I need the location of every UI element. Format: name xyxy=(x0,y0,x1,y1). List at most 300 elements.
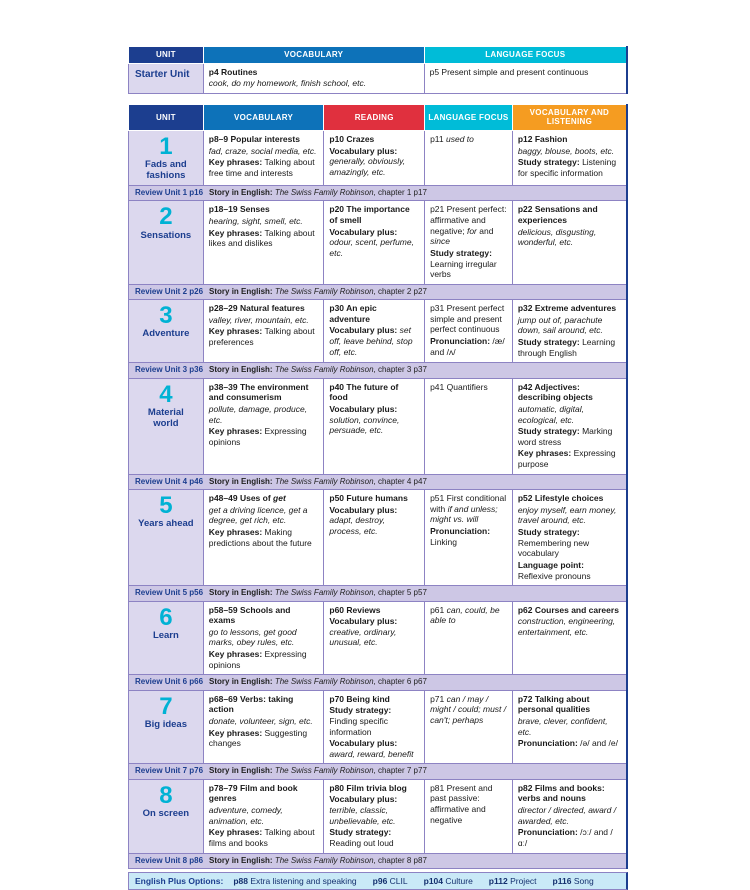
unit-row-7 xyxy=(129,690,628,764)
vocabulary-and-listening-cell xyxy=(512,300,627,363)
unit-name: Big ideas xyxy=(144,718,187,730)
text-line xyxy=(518,493,621,504)
review-row xyxy=(129,853,628,868)
text-line xyxy=(329,204,419,225)
text-run: p32 Extreme adventures xyxy=(517,303,617,314)
language-focus-cell xyxy=(425,779,513,853)
text-line xyxy=(329,794,419,826)
text-line xyxy=(430,336,507,357)
text-run: Story in English: xyxy=(209,588,275,598)
text-line xyxy=(329,505,419,537)
text-line xyxy=(209,505,319,526)
text-run: Key phrases: xyxy=(517,448,574,459)
text-run: Pronunciation: xyxy=(517,738,581,749)
reading-cell xyxy=(324,490,425,586)
text-run: adapt, destroy, process, etc. xyxy=(329,515,385,536)
text-line xyxy=(518,827,621,848)
text-run: Vocabulary plus: xyxy=(329,738,398,749)
text-run: The Swiss Family Robinson xyxy=(274,286,374,296)
text-line xyxy=(209,204,319,215)
starter-table-body xyxy=(129,63,628,93)
review-story xyxy=(209,477,427,486)
text-run: Story in English: xyxy=(209,766,275,776)
english-plus-option xyxy=(553,876,594,886)
text-run: , chapter 3 p37 xyxy=(373,365,427,375)
text-run: get a driving licence, get a degree, get rich, etc. xyxy=(208,504,308,526)
text-run: p8–9 Popular interests xyxy=(208,134,300,145)
text-run: Marking word stress xyxy=(517,426,613,447)
review-label: Review Unit 2 p26 xyxy=(135,286,204,296)
text-line xyxy=(518,783,621,804)
review-label: Review Unit 7 p76 xyxy=(135,766,204,776)
text-line xyxy=(209,716,319,727)
reading-cell xyxy=(324,131,425,186)
text-line xyxy=(430,526,507,547)
text-run: p61 xyxy=(430,604,447,615)
text-line xyxy=(518,146,621,157)
text-run: Remembering new vocabulary xyxy=(517,537,590,559)
text-run: set off, leave behind, stop off, etc. xyxy=(329,325,413,357)
review-row xyxy=(129,586,628,601)
option-label: Extra listening and speaking xyxy=(250,875,357,886)
review-story xyxy=(209,856,427,865)
text-run: Key phrases: xyxy=(208,649,265,660)
unit-cell xyxy=(129,690,204,764)
vocabulary-and-listening-cell xyxy=(512,201,627,284)
english-plus-options-bar xyxy=(128,872,628,890)
text-run: The Swiss Family Robinson xyxy=(274,476,374,486)
text-run: p40 The future of food xyxy=(329,381,399,403)
text-run: , chapter 1 p17 xyxy=(373,188,427,198)
reading-cell xyxy=(324,201,425,284)
review-story xyxy=(209,677,427,686)
review-story xyxy=(209,188,427,197)
review-row xyxy=(129,363,628,378)
text-run: p50 Future humans xyxy=(329,493,408,504)
text-run: cook, do my homework, finish school, etc. xyxy=(208,78,367,89)
text-run: p80 Film trivia blog xyxy=(329,782,407,793)
starter-unit-label: Starter Unit xyxy=(135,68,190,80)
unit-number: 3 xyxy=(159,302,173,330)
unit-cell xyxy=(129,378,204,474)
option-page-number: p112 xyxy=(488,875,511,886)
text-run: Study strategy: xyxy=(517,337,583,348)
text-line xyxy=(209,382,319,403)
review-story xyxy=(209,365,427,374)
text-line xyxy=(209,627,319,648)
unit-number: 6 xyxy=(159,603,173,631)
unit-cell xyxy=(129,490,204,586)
text-run: p4 Routines xyxy=(208,66,258,77)
text-run: The Swiss Family Robinson xyxy=(274,766,374,776)
text-run: creative, ordinary, unusual, etc. xyxy=(329,626,397,648)
review-label: Review Unit 8 p86 xyxy=(135,855,204,865)
text-run: solution, convince, persuade, etc. xyxy=(329,414,400,436)
unit-number: 1 xyxy=(159,133,173,161)
text-run: p30 An epic adventure xyxy=(329,303,377,324)
text-run: Story in English: xyxy=(209,188,275,198)
english-plus-option xyxy=(424,876,473,886)
text-run: Language point: xyxy=(517,559,584,570)
vocabulary-and-listening-cell xyxy=(512,779,627,853)
text-line xyxy=(518,315,621,336)
text-run: , chapter 7 p77 xyxy=(373,766,427,776)
vocabulary-and-listening-cell xyxy=(512,378,627,474)
text-run: , chapter 4 p47 xyxy=(373,476,427,486)
vocabulary-and-listening-cell xyxy=(512,690,627,764)
column-header-vocabulary: VOCABULARY xyxy=(203,104,324,130)
text-run: generally, obviously, amazingly, etc. xyxy=(329,156,406,177)
text-run: valley, river, mountain, etc. xyxy=(208,314,309,325)
review-label: Review Unit 4 p46 xyxy=(135,476,204,486)
language-focus-cell xyxy=(425,490,513,586)
text-run: Story in English: xyxy=(209,855,275,865)
review-row xyxy=(129,675,628,690)
text-run: The Swiss Family Robinson xyxy=(274,588,374,598)
review-cell xyxy=(129,363,628,378)
text-run: Vocabulary plus: xyxy=(329,504,398,515)
text-line xyxy=(209,493,319,504)
text-run: terrible, classic, unbelievable, etc. xyxy=(329,805,396,826)
text-run: Learning through English xyxy=(517,337,616,358)
text-run: director / directed, award / awarded, etc. xyxy=(517,805,617,826)
text-run: Key phrases: xyxy=(208,227,265,238)
text-run: Talking about likes and dislikes xyxy=(208,227,315,249)
text-line xyxy=(518,204,621,225)
text-run: p70 Being kind xyxy=(329,693,390,704)
text-line xyxy=(329,382,419,403)
text-run: Talking about free time and interests xyxy=(208,157,315,178)
text-run: delicious, disgusting, wonderful, etc. xyxy=(517,226,597,248)
text-run: Study strategy: xyxy=(517,157,583,168)
text-line xyxy=(430,493,507,525)
option-label: Song xyxy=(573,875,594,886)
text-run: for xyxy=(466,225,477,236)
text-line xyxy=(518,404,621,425)
text-run: p18–19 Senses xyxy=(208,204,270,215)
starter-header-row xyxy=(129,47,628,64)
text-line xyxy=(209,157,319,178)
text-run: p72 Talking about personal qualities xyxy=(517,693,591,715)
language-focus-cell xyxy=(425,201,513,284)
text-line xyxy=(430,248,507,280)
column-header-vocabulary-and-listening: VOCABULARY AND LISTENING xyxy=(512,104,627,130)
review-label: Review Unit 6 p66 xyxy=(135,677,204,687)
text-run: Expressing purpose xyxy=(517,448,616,470)
text-run: go to lessons, get good marks, obey rules, etc. xyxy=(208,626,297,648)
text-run: Study strategy: xyxy=(329,827,392,838)
review-cell xyxy=(129,586,628,601)
text-line xyxy=(209,527,319,548)
option-label: CLIL xyxy=(389,875,408,886)
text-run: since xyxy=(430,236,450,247)
text-line xyxy=(329,493,419,504)
text-line xyxy=(209,134,319,145)
starter-unit-row xyxy=(129,63,628,93)
text-line xyxy=(518,616,621,637)
option-label: Project xyxy=(510,875,537,886)
text-run: p21 Present perfect: affirmative and negative; xyxy=(430,204,507,236)
text-run: Reflexive pronouns xyxy=(517,570,591,581)
review-label: Review Unit 5 p56 xyxy=(135,588,204,598)
text-line xyxy=(209,728,319,749)
reading-cell xyxy=(324,601,425,675)
text-line xyxy=(209,426,319,447)
text-run: p41 Quantifiers xyxy=(430,381,488,392)
text-line xyxy=(518,227,621,248)
text-run: p62 Courses and careers xyxy=(517,604,619,615)
option-page-number: p104 xyxy=(423,875,446,886)
column-header-language-focus: LANGUAGE FOCUS xyxy=(424,47,627,64)
vocabulary-and-listening-cell xyxy=(512,131,627,186)
text-run: pollute, damage, produce, etc. xyxy=(208,403,308,425)
text-run: p71 xyxy=(430,693,447,704)
text-line xyxy=(209,404,319,425)
text-run: Vocabulary plus: xyxy=(329,794,398,805)
text-run: Vocabulary plus: xyxy=(329,145,398,156)
unit-number: 7 xyxy=(159,692,173,720)
text-run: odour, scent, perfume, etc. xyxy=(329,237,414,258)
text-line xyxy=(430,303,507,335)
text-run: p5 Present simple and present continuous xyxy=(429,66,589,77)
text-line xyxy=(430,67,621,78)
text-line xyxy=(430,605,507,626)
unit-name: Material world xyxy=(147,406,184,429)
text-line xyxy=(209,649,319,670)
text-line xyxy=(209,146,319,157)
text-line xyxy=(518,426,621,447)
text-line xyxy=(209,783,319,804)
text-run: Story in English: xyxy=(209,365,275,375)
text-line xyxy=(518,505,621,526)
text-run: p51 First conditional with xyxy=(430,493,507,514)
text-run: Expressing opinions xyxy=(208,426,307,447)
unit-row-3 xyxy=(129,300,628,363)
option-page-number: p116 xyxy=(552,875,574,886)
unit-cell xyxy=(129,201,204,284)
text-run: construction, engineering, entertainment, etc. xyxy=(517,616,616,637)
text-run: p12 Fashion xyxy=(517,134,568,145)
vocabulary-cell xyxy=(203,300,324,363)
text-line xyxy=(329,325,419,357)
text-run: Pronunciation: xyxy=(430,526,491,536)
text-run: p28–29 Natural features xyxy=(208,303,305,314)
starter-language-focus-cell xyxy=(424,63,627,93)
text-line xyxy=(209,78,419,89)
text-run: Learning irregular verbs xyxy=(430,258,497,280)
text-run: p58–59 Schools and exams xyxy=(208,604,291,626)
review-story xyxy=(209,766,427,775)
text-run: Study strategy: xyxy=(517,426,583,437)
starter-unit-cell xyxy=(129,63,204,93)
units-table-body xyxy=(129,131,628,869)
text-run: Linking xyxy=(430,536,458,547)
unit-cell xyxy=(129,300,204,363)
starter-table-head xyxy=(129,47,628,64)
text-line xyxy=(518,738,621,749)
review-row xyxy=(129,186,628,201)
text-line xyxy=(518,448,621,469)
english-plus-option xyxy=(373,876,408,886)
text-run: p11 xyxy=(430,134,446,145)
vocabulary-cell xyxy=(203,690,324,764)
text-run: p81 Present and past passive: affirmative and negative xyxy=(430,782,493,825)
language-focus-cell xyxy=(425,601,513,675)
text-line xyxy=(209,228,319,249)
starter-vocabulary-cell xyxy=(203,63,424,93)
text-line xyxy=(329,783,419,794)
review-row xyxy=(129,764,628,779)
text-run: The Swiss Family Robinson xyxy=(274,855,374,865)
text-line xyxy=(329,616,419,648)
review-label: Review Unit 3 p36 xyxy=(135,365,204,375)
vocabulary-and-listening-cell xyxy=(512,601,627,675)
contents-page xyxy=(128,46,628,890)
text-run: p82 Films and books: verbs and nouns xyxy=(517,782,605,804)
review-label: Review Unit 1 p16 xyxy=(135,188,204,198)
text-run: automatic, digital, ecological, etc. xyxy=(517,403,584,425)
text-line xyxy=(329,303,419,324)
text-run: Expressing opinions xyxy=(208,649,307,670)
text-run: /ə/ and /e/ xyxy=(580,738,618,749)
text-run: award, reward, benefit xyxy=(329,748,414,759)
text-run: baggy, blouse, boots, etc. xyxy=(517,145,615,156)
text-run: /ɔː/ and /ɑː/ xyxy=(517,827,613,848)
text-line xyxy=(209,326,319,347)
text-run: Suggesting changes xyxy=(208,727,308,749)
review-story xyxy=(209,588,427,597)
text-line xyxy=(430,134,507,145)
review-cell xyxy=(129,284,628,299)
text-run: Making predictions about the future xyxy=(208,527,312,548)
text-line xyxy=(518,157,621,178)
text-run: Vocabulary plus: xyxy=(329,325,400,336)
english-plus-option xyxy=(233,876,356,886)
unit-cell xyxy=(129,601,204,675)
unit-name: Years ahead xyxy=(138,518,194,530)
text-run: p31 Present perfect simple and present perfect continuous xyxy=(430,303,505,335)
text-run: p38–39 The environment and consumerism xyxy=(208,381,309,403)
text-run: if and unless; might vs. will xyxy=(430,503,498,525)
text-line xyxy=(209,67,419,78)
unit-row-1 xyxy=(129,131,628,186)
unit-cell xyxy=(129,131,204,186)
text-line xyxy=(209,694,319,715)
text-line xyxy=(329,146,419,178)
unit-name: Adventure xyxy=(142,328,190,340)
text-line xyxy=(430,783,507,826)
text-line xyxy=(430,694,507,726)
language-focus-cell xyxy=(425,690,513,764)
text-line xyxy=(518,337,621,358)
vocabulary-cell xyxy=(203,490,324,586)
option-page-number: p96 xyxy=(372,875,390,886)
text-run: p78–79 Film and book genres xyxy=(208,782,298,804)
reading-cell xyxy=(324,779,425,853)
units-table-head xyxy=(129,104,628,130)
text-line xyxy=(329,605,419,616)
text-line xyxy=(209,827,319,848)
text-line xyxy=(430,382,507,393)
vocabulary-cell xyxy=(203,601,324,675)
text-run: hearing, sight, smell, etc. xyxy=(208,216,303,227)
reading-cell xyxy=(324,378,425,474)
text-run: donate, volunteer, sign, etc. xyxy=(208,715,313,726)
text-line xyxy=(518,716,621,737)
text-line xyxy=(518,560,621,581)
text-run: , chapter 6 p67 xyxy=(373,677,427,687)
unit-number: 2 xyxy=(159,203,173,231)
text-run: Pronunciation: xyxy=(517,827,581,838)
column-header-reading: READING xyxy=(324,104,425,130)
text-run: Key phrases: xyxy=(208,527,265,537)
unit-row-6 xyxy=(129,601,628,675)
text-line xyxy=(518,134,621,145)
reading-cell xyxy=(324,690,425,764)
text-line xyxy=(430,204,507,247)
vocabulary-and-listening-cell xyxy=(512,490,627,586)
text-run: Vocabulary plus: xyxy=(329,226,398,237)
text-run: p22 Sensations and experiences xyxy=(517,204,598,226)
vocabulary-cell xyxy=(203,378,324,474)
text-line xyxy=(329,738,419,759)
vocabulary-cell xyxy=(203,131,324,186)
text-run: p20 The importance of smell xyxy=(329,204,410,226)
starter-unit-table xyxy=(128,46,628,94)
text-run: can / may / might / could; must / can't; perhaps xyxy=(430,693,507,725)
text-run: jump out of, parachute down, sail around, etc. xyxy=(517,314,603,336)
english-plus-options-label: English Plus Options: xyxy=(135,875,224,886)
text-run: Story in English: xyxy=(209,476,275,486)
text-line xyxy=(329,227,419,259)
text-line xyxy=(518,805,621,826)
text-run: /æ/ and /ʌ/ xyxy=(430,336,505,357)
text-run: Talking about films and books xyxy=(208,827,315,848)
text-line xyxy=(329,134,419,145)
text-line xyxy=(329,827,419,848)
review-cell xyxy=(129,186,628,201)
text-run: p10 Crazes xyxy=(329,134,375,145)
text-run: fad, craze, social media, etc. xyxy=(208,145,317,156)
text-line xyxy=(209,216,319,227)
column-header-unit: UNIT xyxy=(129,47,204,64)
text-run: Key phrases: xyxy=(208,727,265,738)
unit-number: 4 xyxy=(159,380,173,408)
unit-name: Learn xyxy=(152,629,179,641)
text-run: , chapter 8 p87 xyxy=(373,855,427,865)
unit-cell xyxy=(129,779,204,853)
review-cell xyxy=(129,675,628,690)
review-cell xyxy=(129,474,628,489)
unit-row-2 xyxy=(129,201,628,284)
unit-number: 8 xyxy=(159,781,173,809)
review-story xyxy=(209,287,427,296)
unit-number: 5 xyxy=(159,492,173,520)
language-focus-cell xyxy=(425,378,513,474)
language-focus-cell xyxy=(425,131,513,186)
english-plus-options-list xyxy=(233,876,609,886)
text-run: can, could, be able to xyxy=(430,604,500,626)
text-run: and xyxy=(476,225,494,236)
text-run: Study strategy: xyxy=(329,705,392,716)
text-line xyxy=(209,315,319,326)
text-run: p42 Adjectives: describing objects xyxy=(517,381,593,403)
unit-row-4 xyxy=(129,378,628,474)
unit-row-8 xyxy=(129,779,628,853)
unit-name: On screen xyxy=(142,807,190,819)
text-run: p52 Lifestyle choices xyxy=(517,493,604,504)
text-run: Study strategy: xyxy=(517,527,580,537)
